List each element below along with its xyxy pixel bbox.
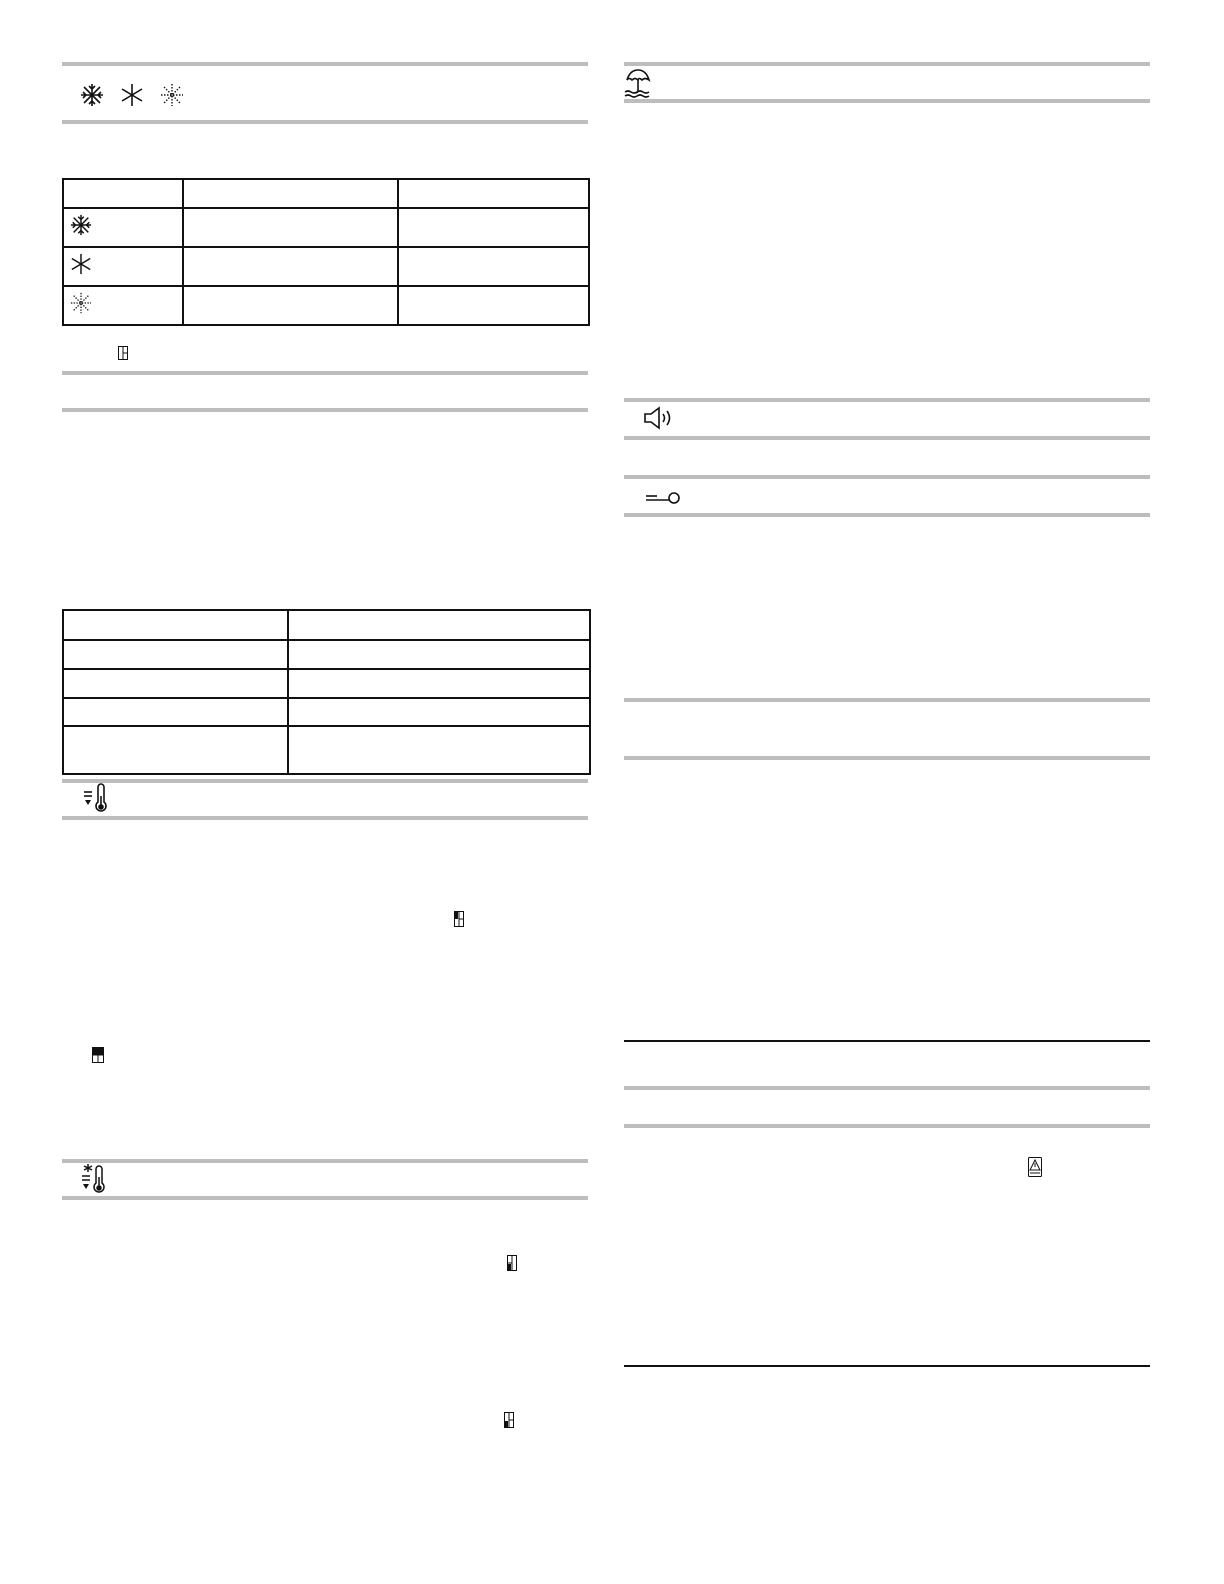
normal-snowflake-icon xyxy=(70,253,182,280)
table-cell xyxy=(288,698,590,726)
section-rule xyxy=(624,398,1150,402)
section-rule xyxy=(624,62,1150,66)
section-rule xyxy=(62,1159,588,1163)
table-cell xyxy=(288,640,590,669)
section-rule xyxy=(62,779,588,783)
table-cell xyxy=(63,640,288,669)
section-rule xyxy=(62,816,588,820)
table-cell xyxy=(398,286,589,325)
table-cell xyxy=(63,247,183,286)
fridge-panel-icon xyxy=(507,1255,517,1271)
thermometer-down-icon xyxy=(82,784,112,814)
table-cell xyxy=(183,286,398,325)
section-rule xyxy=(624,698,1150,702)
section-rule xyxy=(624,99,1150,103)
fridge-panel-icon xyxy=(92,1047,104,1063)
eco-snowflake-icon xyxy=(160,83,184,107)
table-row xyxy=(63,179,589,208)
table-row xyxy=(63,286,589,325)
max-cool-snowflake-icon xyxy=(80,83,104,107)
table-row xyxy=(63,726,590,774)
fridge-panel-icon xyxy=(504,1412,514,1428)
section-rule xyxy=(62,62,588,66)
table-row xyxy=(63,669,590,698)
table-cell xyxy=(63,726,288,774)
table-header-cell xyxy=(63,179,183,208)
section-rule xyxy=(624,436,1150,440)
section-rule xyxy=(62,371,588,375)
divider xyxy=(624,1040,1150,1042)
table-cell xyxy=(398,247,589,286)
table-cell xyxy=(183,208,398,247)
key-icon xyxy=(645,490,681,506)
freeze-thermometer-icon xyxy=(80,1163,110,1195)
table-cell xyxy=(288,669,590,698)
section-rule xyxy=(624,475,1150,479)
divider xyxy=(624,1365,1150,1367)
cooling-mode-table xyxy=(62,178,590,326)
warning-panel-icon xyxy=(1028,1157,1042,1177)
table-header-cell xyxy=(288,610,590,640)
table-row xyxy=(63,610,590,640)
table-header-cell xyxy=(398,179,589,208)
normal-snowflake-icon xyxy=(120,83,144,107)
table-cell xyxy=(63,286,183,325)
table-cell xyxy=(63,698,288,726)
table-row xyxy=(63,208,589,247)
max-cool-snowflake-icon xyxy=(70,214,182,241)
speaker-icon xyxy=(643,406,675,430)
section-rule xyxy=(624,1086,1150,1090)
table-header-cell xyxy=(183,179,398,208)
table-header-cell xyxy=(63,610,288,640)
eco-snowflake-icon xyxy=(70,292,182,319)
section-rule xyxy=(624,1124,1150,1128)
table-row xyxy=(63,640,590,669)
section-rule xyxy=(624,513,1150,517)
section-rule xyxy=(62,1196,588,1200)
fridge-panel-icon xyxy=(454,911,464,927)
settings-table xyxy=(62,609,591,775)
section-rule xyxy=(62,120,588,124)
table-cell xyxy=(63,669,288,698)
table-cell xyxy=(63,208,183,247)
table-row xyxy=(63,698,590,726)
section-rule xyxy=(624,756,1150,760)
section-rule xyxy=(62,408,588,412)
table-row xyxy=(63,247,589,286)
table-cell xyxy=(398,208,589,247)
table-cell xyxy=(183,247,398,286)
table-cell xyxy=(288,726,590,774)
umbrella-icon xyxy=(624,68,652,98)
fridge-panel-icon xyxy=(118,346,128,360)
